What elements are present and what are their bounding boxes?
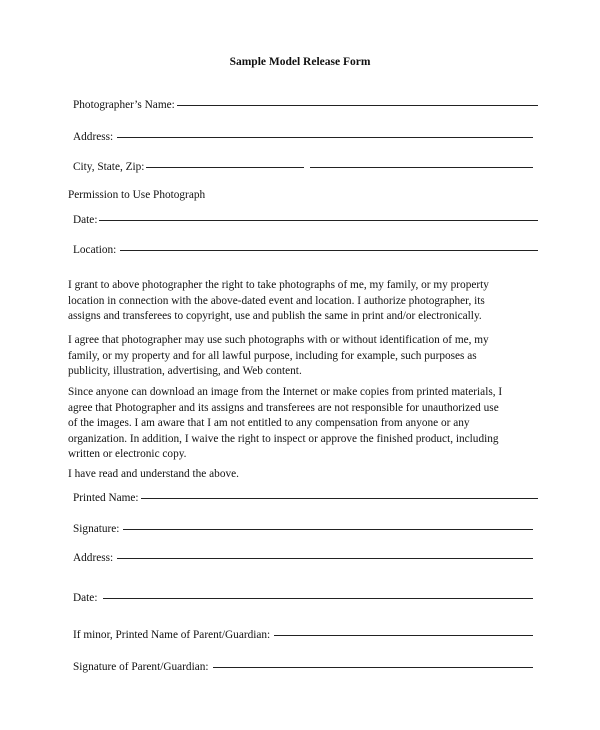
paragraph-usage (68, 333, 538, 380)
state-zip-line[interactable] (310, 167, 533, 168)
date-label: Date: (73, 214, 98, 226)
acknowledgement-text: I have read and understand the above. (68, 468, 239, 480)
date2-label: Date: (73, 592, 98, 604)
printed-name-field[interactable] (73, 491, 538, 506)
location-field[interactable] (73, 243, 538, 258)
signature-label: Signature: (73, 523, 120, 535)
paragraph-line: family, or my property and for all lawful purpose, including for example, such purposes as (68, 349, 477, 362)
guardian-signature-line[interactable] (213, 667, 533, 668)
photographer-name-field[interactable] (73, 98, 538, 113)
paragraph-line: Since anyone can download an image from the Internet or make copies from printed materials, I (68, 386, 503, 398)
form-title: Sample Model Release Form (229, 56, 371, 68)
paragraph-line: publicity, illustration, advertising, and Web content. (68, 365, 302, 377)
paragraph-grant (68, 278, 538, 325)
guardian-signature-label: Signature of Parent/Guardian: (73, 661, 209, 673)
paragraph-line: assigns and transferees to copyright, use and publish the same in print and/or electronically. (68, 310, 482, 322)
permission-heading: Permission to Use Photograph (68, 189, 206, 201)
printed-name-label: Printed Name: (73, 492, 139, 504)
location-label: Location: (73, 244, 117, 256)
city-line[interactable] (146, 167, 304, 168)
paragraph-line: of the images. I am aware that I am not entitled to any compensation from anyone or any (68, 417, 470, 429)
photographer-name-line[interactable] (177, 105, 538, 106)
paragraph-line: organization. In addition, I waive the right to inspect or approve the finished product, including (68, 432, 499, 445)
address-line[interactable] (117, 137, 533, 138)
location-line[interactable] (120, 250, 538, 251)
date2-line[interactable] (103, 598, 533, 599)
city-state-zip-field[interactable] (73, 160, 533, 175)
photographer-name-label: Photographer’s Name: (73, 99, 175, 111)
date-field[interactable] (73, 213, 538, 228)
paragraph-line: location in connection with the above-dated event and location. I authorize photographer, its (68, 294, 485, 307)
signature-line[interactable] (123, 529, 533, 530)
date-line[interactable] (99, 220, 538, 221)
guardian-signature-field[interactable] (73, 660, 533, 675)
paragraph-line: I agree that photographer may use such photographs with or without identification of me, my (68, 334, 489, 346)
address2-line[interactable] (117, 558, 533, 559)
printed-name-line[interactable] (141, 498, 538, 499)
paragraph-line: agree that Photographer and its assigns and transferees are not responsible for unauthorized use (68, 401, 499, 414)
address2-label: Address: (73, 552, 114, 564)
address2-field[interactable] (73, 551, 533, 566)
guardian-printed-name-label: If minor, Printed Name of Parent/Guardian: (73, 629, 271, 641)
date2-field[interactable] (73, 591, 533, 606)
address-label: Address: (73, 131, 114, 143)
guardian-printed-name-line[interactable] (274, 635, 533, 636)
guardian-printed-name-field[interactable] (73, 628, 533, 643)
city-state-zip-label: City, State, Zip: (73, 161, 145, 173)
paragraph-liability (68, 385, 538, 463)
address-field[interactable] (73, 130, 533, 145)
paragraph-line: written or electronic copy. (68, 448, 187, 460)
paragraph-line: I grant to above photographer the right to take photographs of me, my family, or my property (68, 279, 489, 291)
signature-field[interactable] (73, 522, 533, 537)
